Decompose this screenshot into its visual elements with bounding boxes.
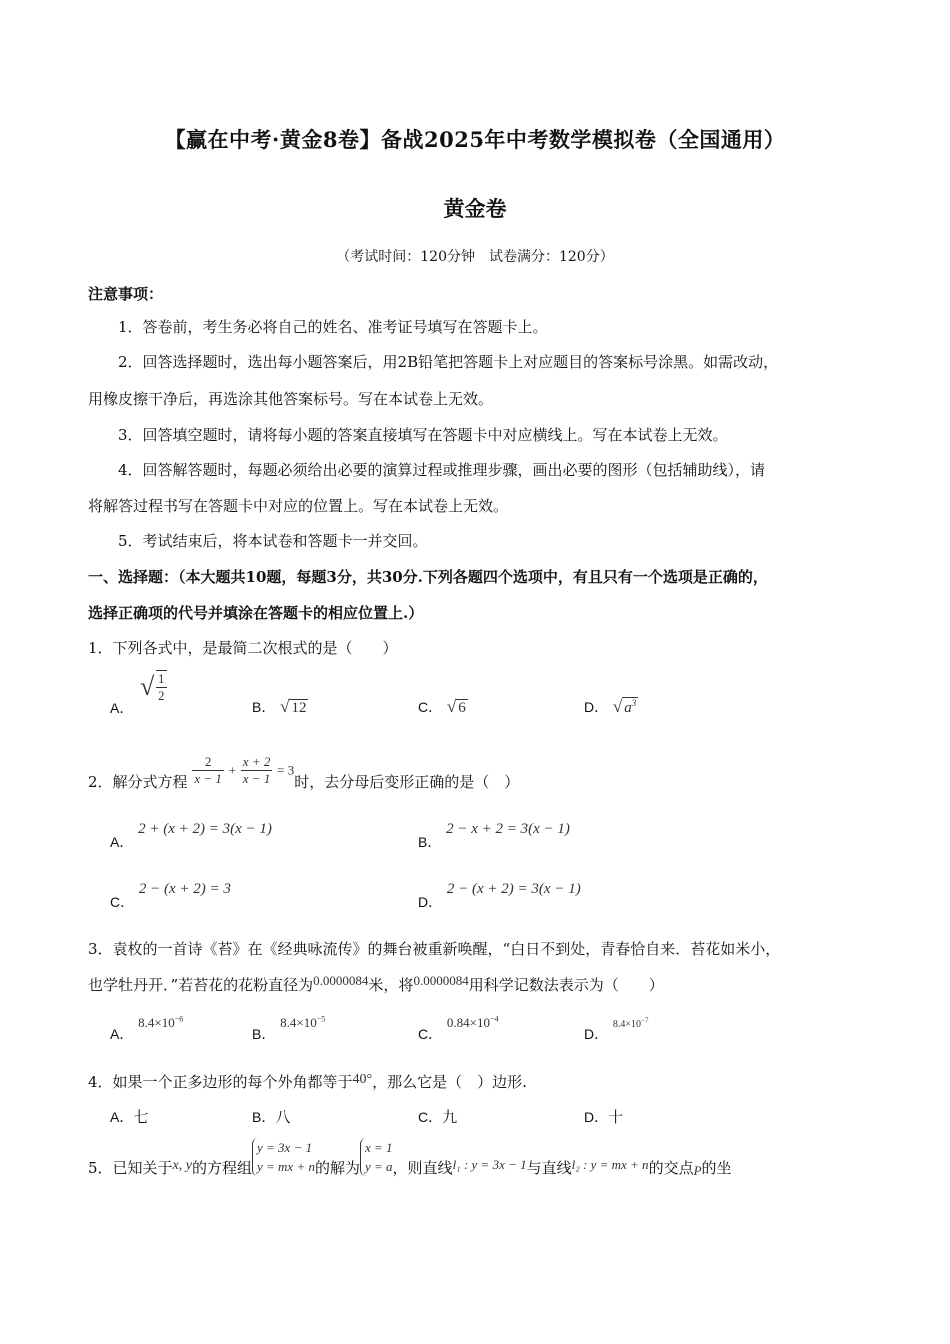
q4-a-value: 七 bbox=[133, 1108, 149, 1126]
q4-d-value: 十 bbox=[608, 1108, 624, 1126]
q3-a-base: 8.4×10 bbox=[138, 1015, 175, 1030]
q5-sys2-line2: y = a bbox=[365, 1159, 393, 1174]
q2-label-c: C． bbox=[110, 894, 135, 910]
q4-option-c[interactable] bbox=[418, 1106, 457, 1127]
q3-c-exp: −4 bbox=[490, 1014, 499, 1024]
q3-option-c[interactable] bbox=[418, 1012, 499, 1042]
exam-subtitle: 黄金卷 bbox=[443, 196, 507, 221]
q5-line-l1: l₁ : y = 3x − 1 bbox=[452, 1157, 527, 1172]
q2-d-value: 2 − (x + 2) = 3(x − 1) bbox=[446, 881, 581, 897]
note-item-2: 2．回答选择题时，选出每小题答案后，用2B铅笔把答题卡上对应题目的答案标号涂黑。如需改动， bbox=[118, 353, 779, 371]
note-item-4: 4．回答解答题时，每题必须给出必要的演算过程或推理步骤，画出必要的图形（包括辅助线），请 bbox=[118, 461, 766, 479]
q5-stem-a: 5．已知关于 bbox=[88, 1159, 173, 1177]
note-item-4-cont: 将解答过程书写在答题卡中对应的位置上。写在本试卷上无效。 bbox=[88, 497, 509, 515]
q2-f2-den: x − 1 bbox=[242, 771, 271, 786]
q4-angle: 40° bbox=[352, 1072, 373, 1087]
q3-b-base: 8.4×10 bbox=[280, 1015, 317, 1030]
q3-line2-b: 米，将 bbox=[368, 976, 414, 994]
q2-f1-num: 2 bbox=[192, 754, 224, 771]
q1-option-c[interactable] bbox=[418, 697, 468, 717]
q4-label-b: B． bbox=[252, 1109, 276, 1125]
q1-d-exp: 3 bbox=[631, 698, 637, 708]
note-item-2-cont: 用橡皮擦干净后，再选涂其他答案标号。写在本试卷上无效。 bbox=[88, 390, 494, 408]
q4-option-b[interactable] bbox=[252, 1106, 290, 1127]
q2-option-c[interactable] bbox=[110, 878, 231, 910]
q3-d-base: 8.4×10 bbox=[612, 1019, 642, 1030]
q3-a-exp: −6 bbox=[174, 1014, 184, 1024]
q2-c-value: 2 − (x + 2) = 3 bbox=[138, 881, 231, 897]
q1-label-c: C． bbox=[418, 699, 443, 715]
q3-option-a[interactable] bbox=[110, 1012, 184, 1042]
q2-stem bbox=[88, 754, 520, 791]
q2-label-a: A． bbox=[110, 834, 134, 850]
q5-stem-g: 的坐 bbox=[701, 1159, 732, 1177]
q5-sys1-line1: y = 3x − 1 bbox=[257, 1140, 313, 1155]
q2-fraction-1 bbox=[192, 754, 224, 787]
q4-stem bbox=[88, 1071, 527, 1092]
q3-stem-line2 bbox=[88, 974, 664, 995]
q4-stem-b: ，那么它是（ ）边形. bbox=[372, 1073, 527, 1091]
q5-line-l2: l₂ : y = mx + n bbox=[571, 1157, 649, 1172]
q5-stem bbox=[88, 1138, 732, 1176]
q3-number-1: 0.0000084 bbox=[313, 973, 369, 988]
q3-b-exp: −5 bbox=[316, 1014, 326, 1024]
q3-option-b[interactable] bbox=[252, 1012, 326, 1042]
radical-icon: √ bbox=[612, 697, 623, 716]
radical-icon: √ bbox=[446, 697, 457, 716]
section1-heading-cont: 选择正确项的代号并填涂在答题卡的相应位置上.） bbox=[88, 604, 424, 622]
q2-f2-num: x + 2 bbox=[242, 754, 271, 769]
exam-title: 【赢在中考·黄金8卷】备战2025年中考数学模拟卷（全国通用） bbox=[164, 127, 786, 152]
q1-b-value: 12 bbox=[291, 700, 307, 716]
q3-d-exp: −7 bbox=[641, 1016, 649, 1025]
q4-b-value: 八 bbox=[275, 1108, 291, 1126]
q5-stem-e: 与直线 bbox=[526, 1159, 572, 1177]
q1-label-d: D． bbox=[584, 699, 609, 715]
section1-heading: 一、选择题：（本大题共10题，每题3分，共30分.下列各题四个选项中，有且只有一个选项是正确的， bbox=[88, 568, 768, 586]
q5-stem-b: 的方程组 bbox=[191, 1159, 252, 1177]
q4-label-a: A． bbox=[110, 1109, 134, 1125]
q3-c-value bbox=[447, 1015, 499, 1030]
notes-heading: 注意事项： bbox=[88, 285, 164, 303]
q2-b-value: 2 − x + 2 = 3(x − 1) bbox=[446, 821, 570, 837]
q5-system-2 bbox=[360, 1138, 393, 1176]
q1-option-a[interactable] bbox=[110, 670, 165, 716]
q3-label-a: A． bbox=[110, 1026, 134, 1042]
exam-info: （考试时间：120分钟 试卷满分：120分） bbox=[336, 249, 614, 265]
q5-system-1 bbox=[252, 1138, 315, 1176]
q3-c-base: 0.84×10 bbox=[446, 1015, 490, 1030]
q2-option-b[interactable] bbox=[418, 818, 570, 850]
q2-fraction-2 bbox=[241, 754, 273, 787]
q1-option-d[interactable] bbox=[584, 697, 638, 717]
q2-a-value: 2 + (x + 2) = 3(x − 1) bbox=[138, 821, 272, 837]
q2-option-d[interactable] bbox=[418, 878, 581, 910]
q2-label-b: B． bbox=[418, 834, 442, 850]
q5-stem-d: ，则直线 bbox=[392, 1159, 453, 1177]
q3-stem-line1: 3．袁枚的一首诗《苔》在《经典咏流传》的舞台被重新唤醒，“白日不到处，青春恰自来．苔花如米小， bbox=[88, 940, 781, 958]
q2-label-d: D． bbox=[418, 894, 443, 910]
note-item-5: 5．考试结束后，将本试卷和答题卡一并交回。 bbox=[118, 532, 428, 550]
q4-option-d[interactable] bbox=[584, 1106, 623, 1127]
q2-equals: = 3 bbox=[277, 762, 295, 778]
q1-option-b[interactable] bbox=[252, 697, 308, 717]
q1-stem: 1．下列各式中，是最简二次根式的是（ ） bbox=[88, 639, 398, 657]
q3-label-d: D． bbox=[584, 1026, 609, 1042]
q3-a-value bbox=[138, 1015, 183, 1030]
radical-icon: √ bbox=[280, 697, 290, 716]
q2-stem-pre: 2．解分式方程 bbox=[88, 772, 188, 791]
q2-stem-post: 时，去分母后变形正确的是（ ） bbox=[294, 772, 520, 791]
q1-d-base: a bbox=[624, 700, 632, 716]
q1-d-value bbox=[622, 697, 638, 717]
q1-label-b: B． bbox=[252, 699, 276, 715]
q5-stem-c: 的解为 bbox=[314, 1159, 360, 1177]
q3-line2-a: 也学牡丹开．”若苔花的花粉直径为 bbox=[88, 976, 314, 994]
q4-label-d: D． bbox=[584, 1109, 609, 1125]
q3-d-value bbox=[612, 1016, 649, 1030]
q1-label-a: A． bbox=[110, 700, 134, 716]
q3-number-2: 0.0000084 bbox=[413, 973, 469, 988]
note-item-1: 1．答卷前，考生务必将自己的姓名、准考证号填写在答题卡上。 bbox=[118, 318, 548, 336]
note-item-3: 3．回答填空题时，请将每小题的答案直接填写在答题卡中对应横线上。写在本试卷上无效。 bbox=[118, 426, 728, 444]
q3-line2-c: 用科学记数法表示为（ ） bbox=[468, 976, 664, 994]
q5-stem-f: 的交点 bbox=[648, 1159, 694, 1177]
q2-plus: + bbox=[228, 762, 236, 778]
q4-option-a[interactable] bbox=[110, 1106, 148, 1127]
q1-a-num: 1 bbox=[158, 671, 165, 686]
radical-icon: √ bbox=[140, 672, 155, 701]
q3-label-b: B． bbox=[252, 1026, 276, 1042]
q5-sys2-line1: x = 1 bbox=[365, 1140, 393, 1155]
q3-option-d[interactable] bbox=[584, 1012, 649, 1042]
q1-a-fraction bbox=[156, 670, 167, 704]
q1-a-den: 2 bbox=[158, 688, 165, 703]
q4-stem-a: 4．如果一个正多边形的每个外角都等于 bbox=[88, 1073, 353, 1091]
q5-sys1-line2: y = mx + n bbox=[257, 1159, 315, 1174]
q4-label-c: C． bbox=[418, 1109, 443, 1125]
q1-c-value: 6 bbox=[458, 700, 466, 716]
q4-c-value: 九 bbox=[442, 1108, 458, 1126]
q3-b-value bbox=[280, 1015, 325, 1030]
q5-vars: x, y bbox=[172, 1158, 192, 1173]
q5-point: P bbox=[693, 1163, 702, 1178]
q3-label-c: C． bbox=[418, 1026, 443, 1042]
q2-option-a[interactable] bbox=[110, 818, 272, 850]
q2-f1-den: x − 1 bbox=[194, 771, 222, 786]
